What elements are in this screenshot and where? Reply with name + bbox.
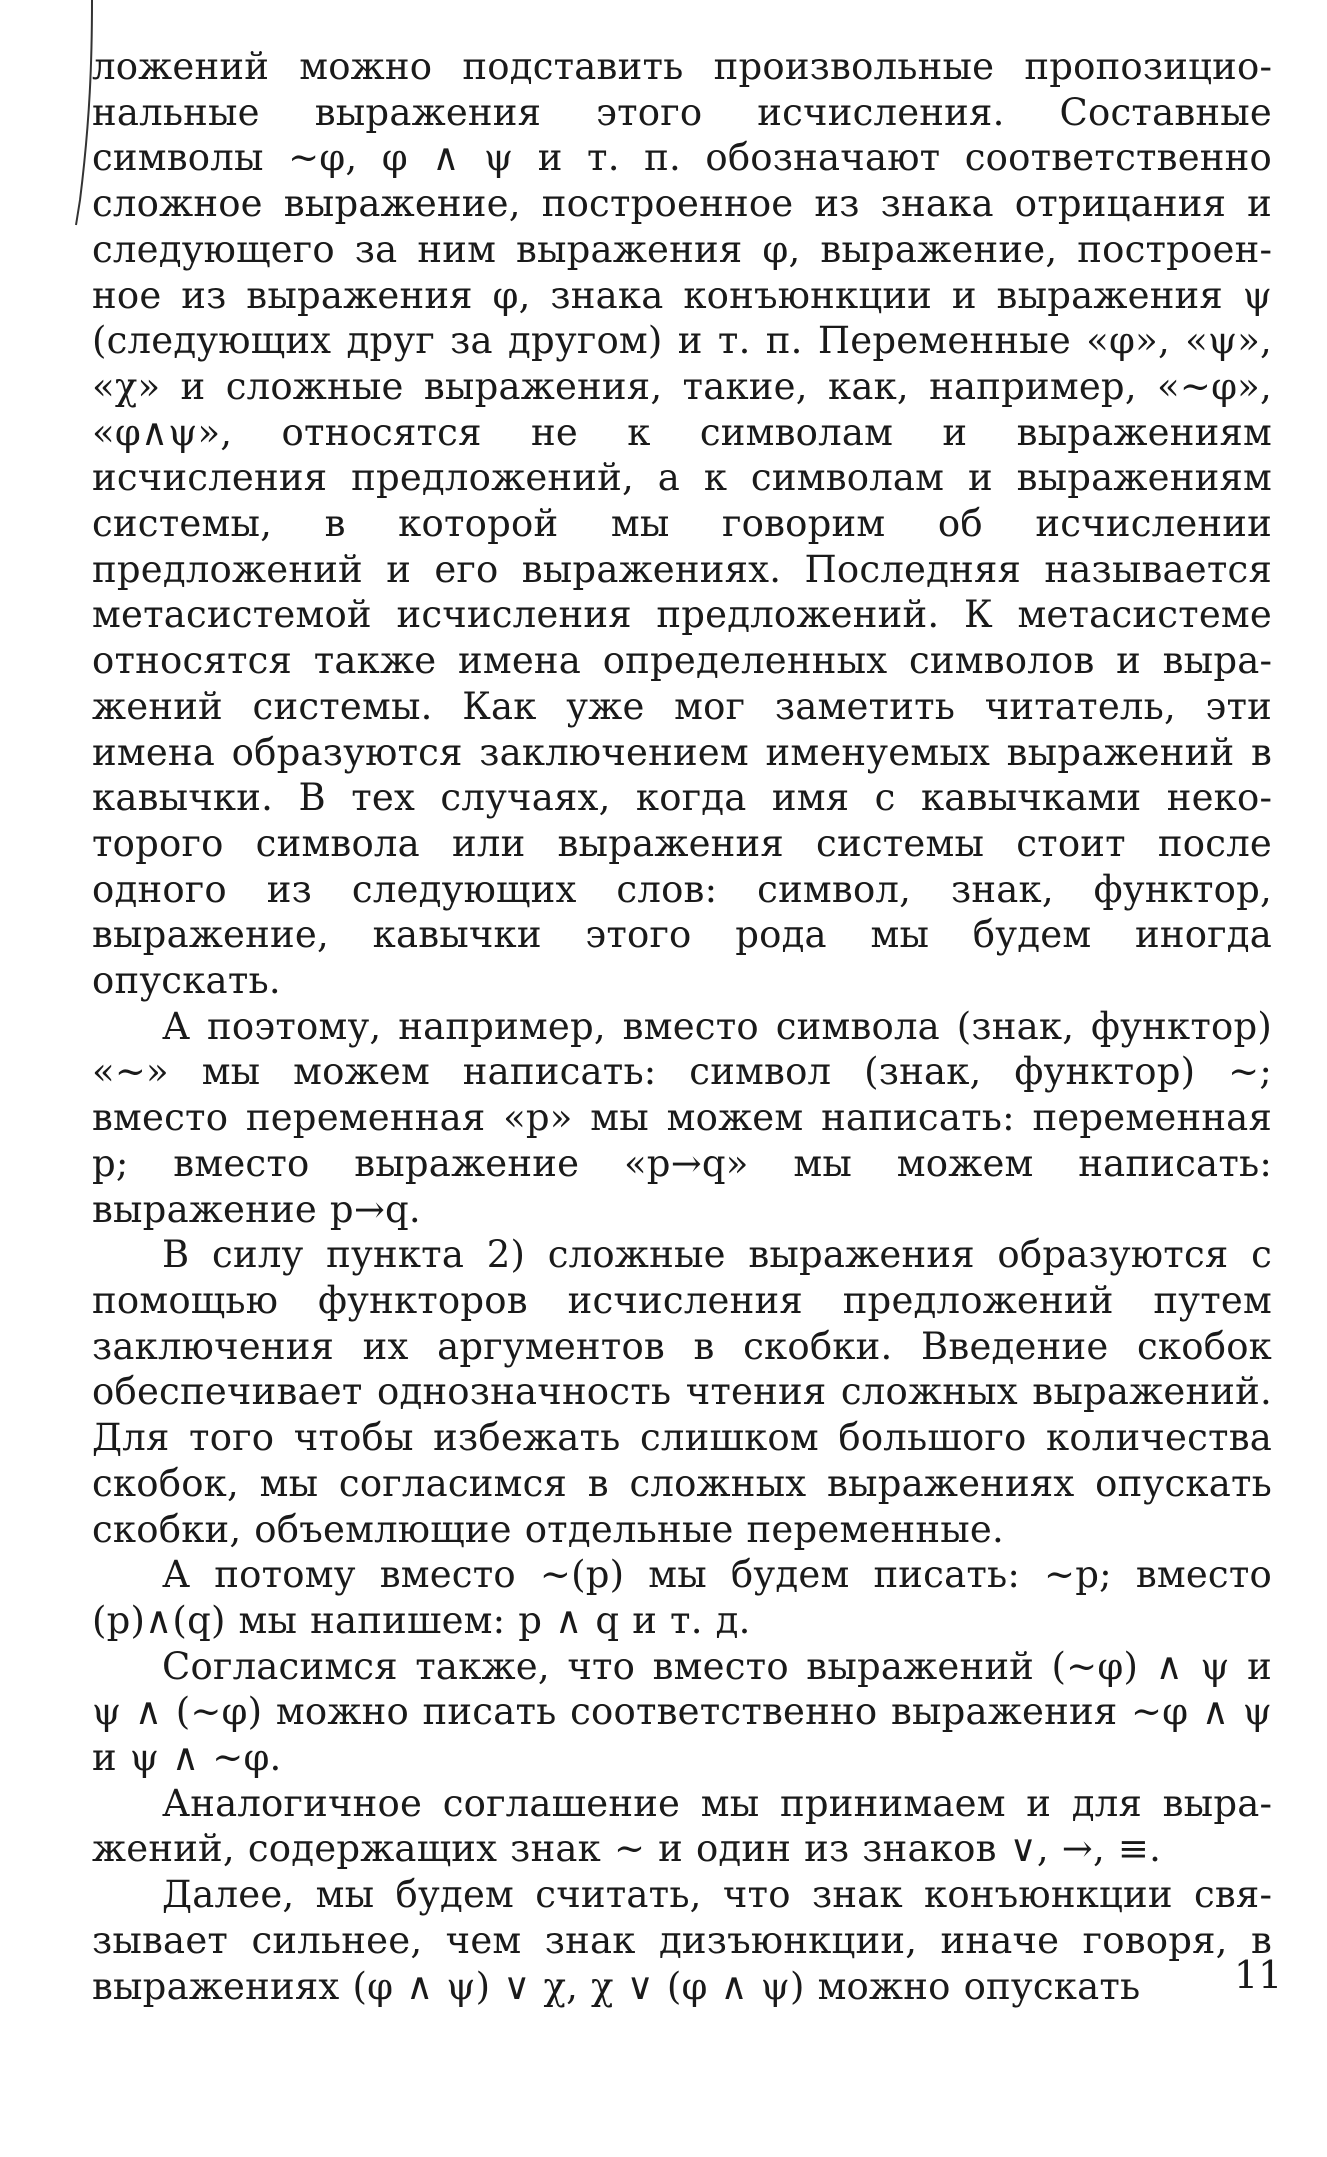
paragraph-7: Далее, мы будем считать, что знак конъюнкции связывает сильнее, чем знак дизъюнкции, иначе говоря, в выражениях (φ ∧ ψ) ∨ χ, χ ∨ (φ ∧ ψ) можно опускать	[92, 1873, 1272, 2008]
paragraph-4: А потому вместо ~(p) мы будем писать: ~p; вместо (p)∧(q) мы напишем: p ∧ q и т. д.	[92, 1553, 1272, 1642]
page-body	[92, 44, 1272, 2009]
paragraph-2: А поэтому, например, вместо символа (знак, функтор) «~» мы можем написать: символ (знак, функтор) ~; вместо переменная «p» мы можем написать: переменная p; вместо выражение «p→q» мы можем написать: выражение p→q.	[92, 1004, 1272, 1231]
paragraph-6: Аналогичное соглашение мы принимаем и для выражений, содержащих знак ~ и один из знаков ∨, →, ≡.	[92, 1781, 1272, 1871]
page-number: 11	[1234, 1953, 1283, 1997]
paragraph-5: Согласимся также, что вместо выражений (~φ) ∧ ψ и ψ ∧ (~φ) можно писать соответственно выражения ~φ ∧ ψ и ψ ∧ ~φ.	[92, 1644, 1272, 1780]
paragraph-1: ложений можно подставить произвольные пропозициональные выражения этого исчисления. Составные символы ~φ, φ ∧ ψ и т. п. обозначают соответственно сложное выражение, построенное из знака отрицания и следующего за ним выражения φ, выражение, построенное из выражения φ, знака конъюнкции и выражения ψ (следующих друг за другом) и т. п. Переменные «φ», «ψ», «χ» и сложные выражения, такие, как, например, «~φ», «φ∧ψ», относятся не к символам и выражениям исчисления предложений, а к символам и выражениям системы, в которой мы говорим об исчислении предложений и его выражениях. Последняя называется метасистемой исчисления предложений. К метасистеме относятся также имена определенных символов и выражений системы. Как уже мог заметить читатель, эти имена образуются заключением именуемых выражений в кавычки. В тех случаях, когда имя с кавычками некоторого символа или выражения системы стоит после одного из следующих слов: символ, знак, функтор, выражение, кавычки этого рода мы будем иногда опускать.	[92, 45, 1272, 1003]
paragraph-3: В силу пункта 2) сложные выражения образуются с помощью функторов исчисления предложений путем заключения их аргументов в скобки. Введение скобок обеспечивает однозначность чтения сложных выражений. Для того чтобы избежать слишком большого количества скобок, мы согласимся в сложных выражениях опускать скобки, объемлющие отдельные переменные.	[92, 1233, 1272, 1551]
